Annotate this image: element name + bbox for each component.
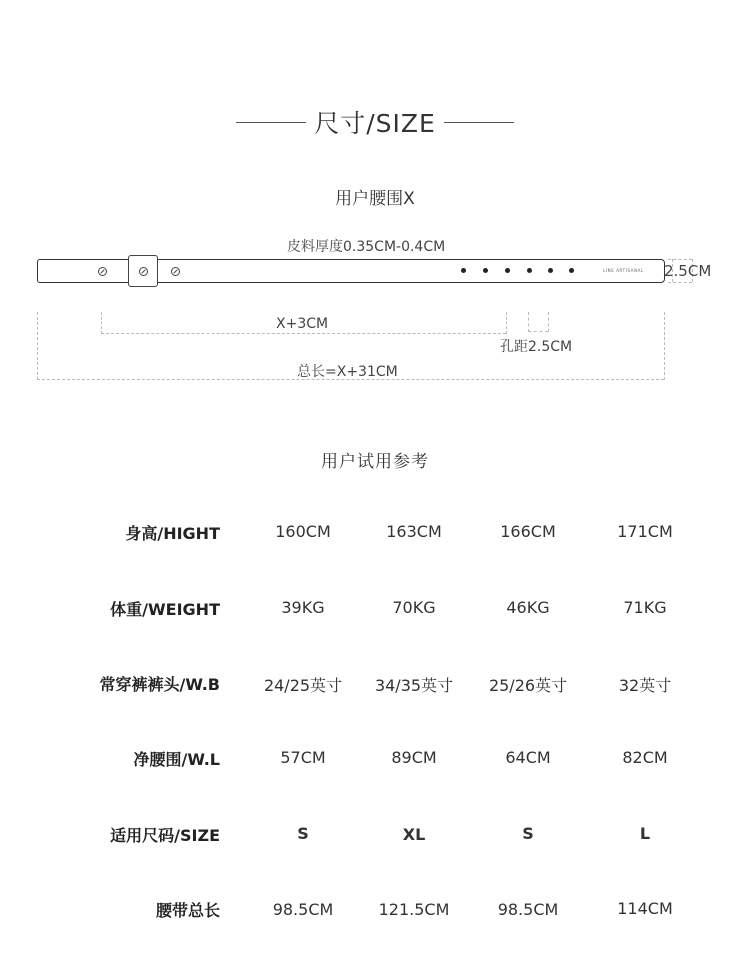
- cell: 166CM: [500, 522, 556, 541]
- cell: 46KG: [506, 598, 550, 617]
- thickness-label: 皮料厚度0.35CM-0.4CM: [287, 239, 446, 255]
- cell: L: [639, 824, 651, 843]
- cell: 82CM: [622, 748, 668, 767]
- diagram-caption: 用户腰围X: [335, 189, 415, 209]
- cell: 121.5CM: [378, 900, 450, 919]
- total-length-label: 总长=X+31CM: [297, 364, 398, 380]
- screw-icon: [139, 267, 148, 276]
- x-dim-left: [101, 312, 102, 334]
- hole-dim-line: [528, 331, 548, 332]
- cell: 39KG: [281, 598, 325, 617]
- cell: 98.5CM: [272, 900, 334, 919]
- belt-brand-text: LINE ARTISANAL: [603, 268, 644, 273]
- reference-title: 用户试用参考: [321, 452, 429, 472]
- hole-dim-right: [548, 312, 549, 332]
- total-dim-left: [37, 312, 38, 380]
- belt-hole: [548, 268, 553, 273]
- screw-icon: [171, 267, 180, 276]
- cell: 57CM: [280, 748, 326, 767]
- page-title: 尺寸/SIZE: [314, 109, 436, 138]
- row-label-size: 适用尺码/SIZE: [110, 826, 220, 845]
- cell: 114CM: [617, 899, 673, 918]
- cell: 24/25英寸: [263, 676, 343, 695]
- row-label-waistband: 常穿裤裤头/W.B: [99, 675, 220, 694]
- cell: 160CM: [275, 522, 331, 541]
- width-dim-bottom: [668, 282, 692, 283]
- cell: 32英寸: [618, 676, 672, 695]
- cell: XL: [402, 825, 426, 844]
- total-dim-right: [664, 312, 665, 380]
- cell: 70KG: [392, 598, 436, 617]
- cell: 34/35英寸: [374, 676, 454, 695]
- cell: 171CM: [617, 522, 673, 541]
- row-label-weight: 体重/WEIGHT: [110, 600, 220, 619]
- title-rule-right: [444, 122, 514, 123]
- row-label-belt-length: 腰带总长: [155, 901, 220, 920]
- cell: 163CM: [386, 522, 442, 541]
- belt-hole: [505, 268, 510, 273]
- cell: 98.5CM: [497, 900, 559, 919]
- width-label: 2.5CM: [664, 262, 712, 280]
- x-dim-right: [506, 312, 507, 334]
- screw-icon: [98, 267, 107, 276]
- cell: S: [522, 824, 534, 843]
- cell: S: [297, 824, 309, 843]
- belt-hole: [461, 268, 466, 273]
- belt-hole: [483, 268, 488, 273]
- cell: 71KG: [623, 598, 667, 617]
- x-plus-label: X+3CM: [276, 316, 329, 332]
- row-label-waist: 净腰围/W.L: [133, 750, 220, 769]
- row-label-height: 身高/HIGHT: [125, 524, 220, 543]
- belt-hole: [527, 268, 532, 273]
- hole-dim-left: [528, 312, 529, 332]
- cell: 25/26英寸: [488, 676, 568, 695]
- hole-spacing-label: 孔距2.5CM: [500, 339, 573, 355]
- cell: 89CM: [391, 748, 437, 767]
- belt-hole: [569, 268, 574, 273]
- x-dim-line: [101, 333, 506, 334]
- cell: 64CM: [505, 748, 551, 767]
